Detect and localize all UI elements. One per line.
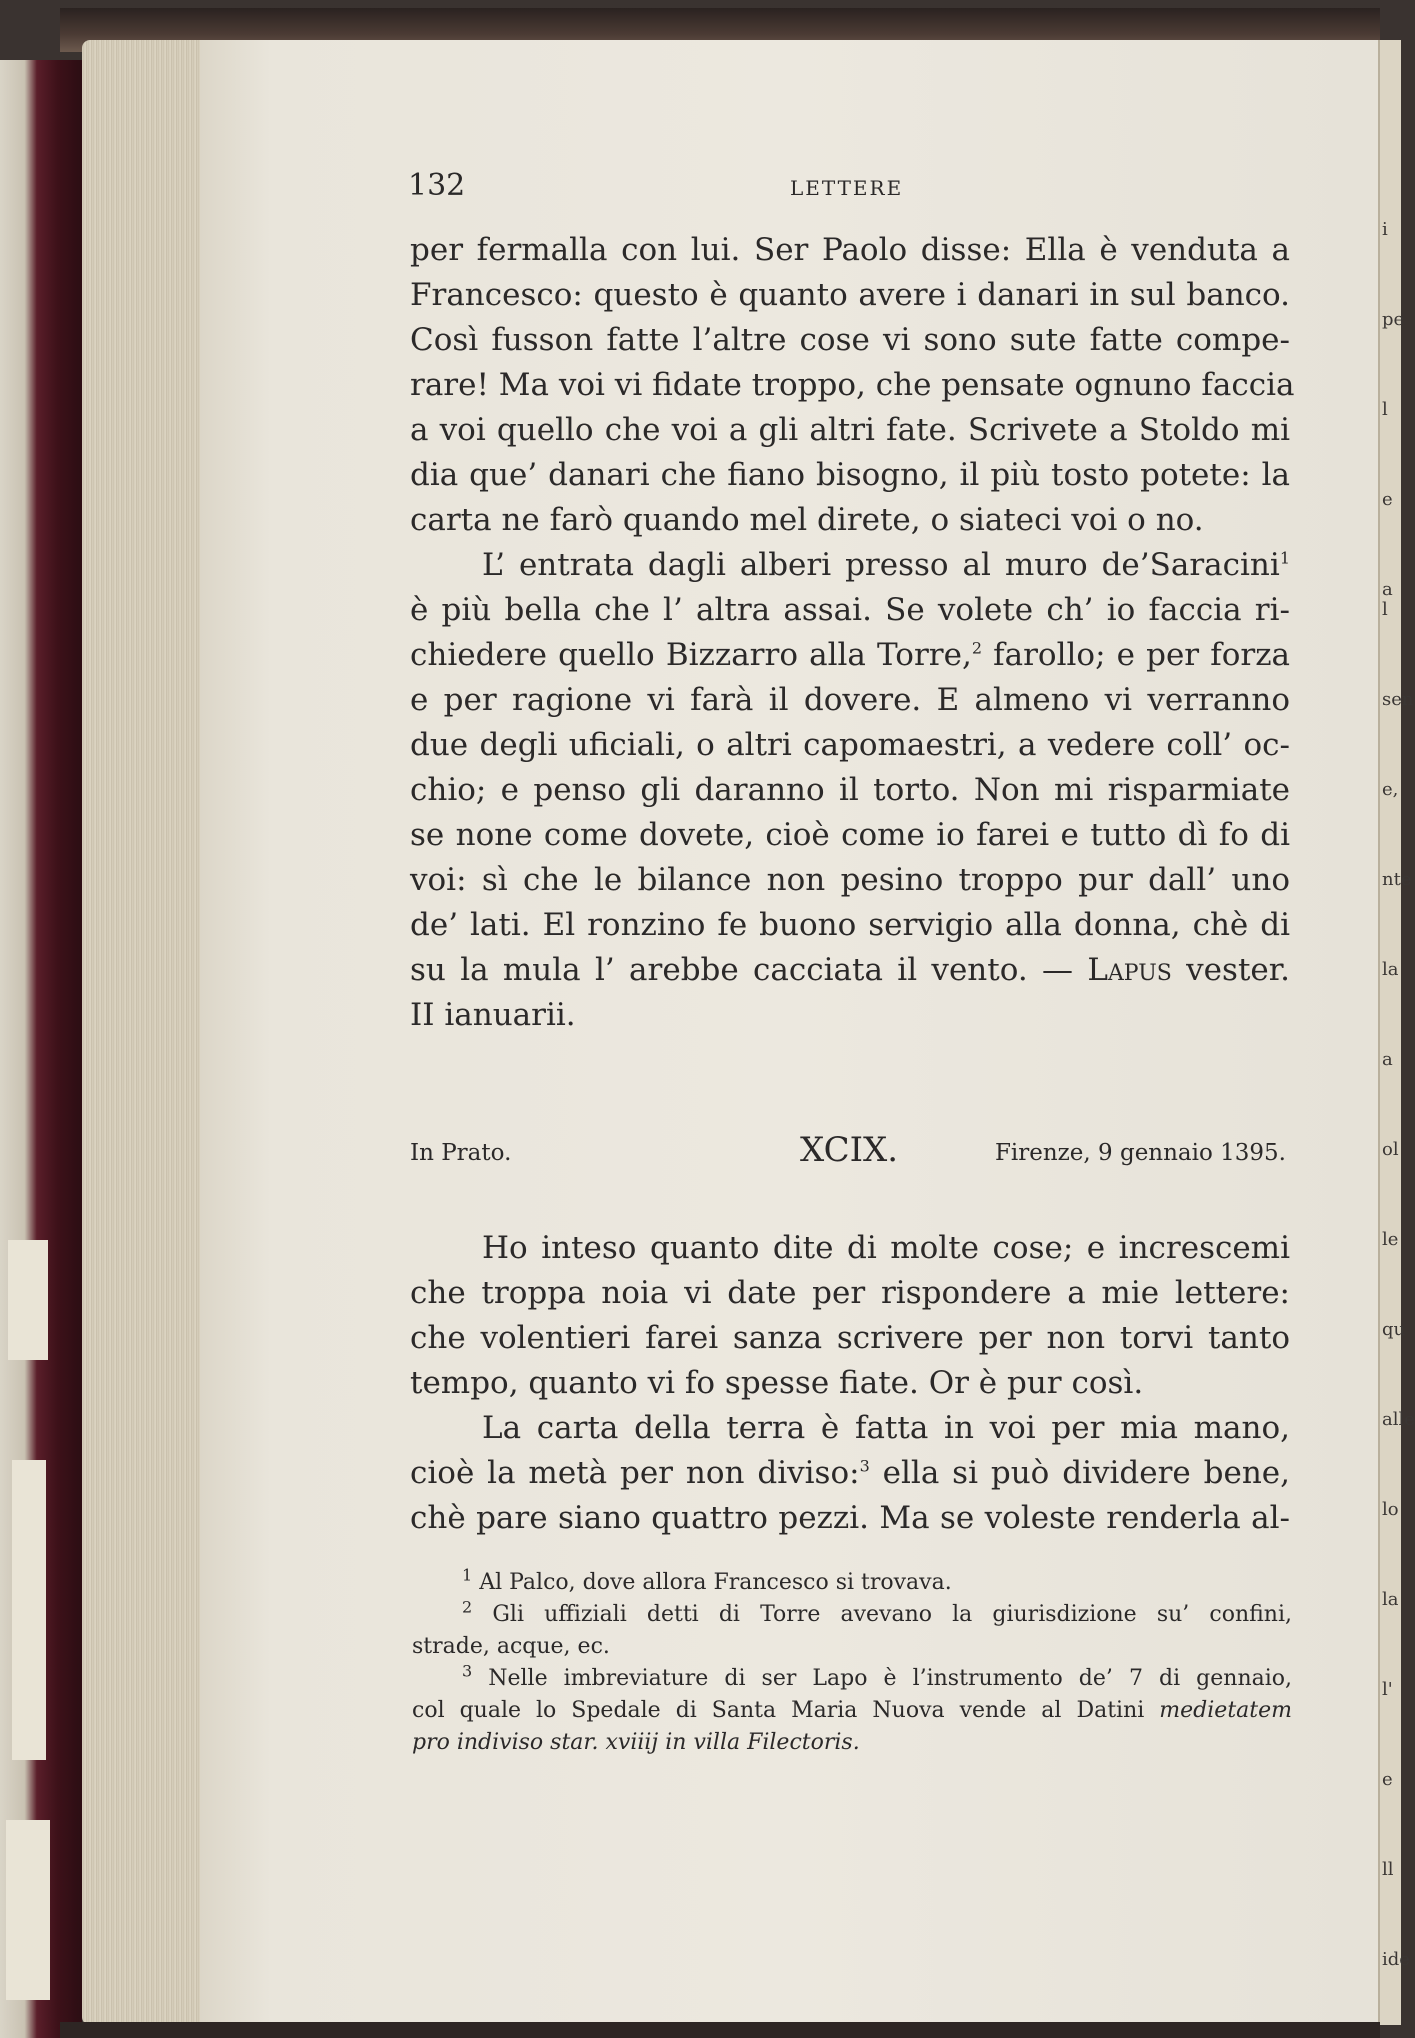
text-line: a voi quello che voi a gli altri fate. Scrivete a Stoldo mi [410,412,1290,448]
text-line: se none come dovete, cioè come io farei e tutto dì fo di [410,817,1290,853]
text-line: e per ragione vi farà il dovere. E almeno vi verranno [410,682,1290,718]
footnote-ref: 2 [971,638,982,658]
book-spine [0,60,82,2038]
text-line: Ho inteso quanto dite di molte cose; e increscemi [482,1230,1290,1266]
next-page-fragment: e, [1382,779,1399,800]
next-page-fragment: lo [1382,1499,1399,1520]
footnote [462,1597,1293,1627]
next-page-fragment: nte [1382,869,1412,890]
text-line: de’ lati. El ronzino fe buono servigio alla donna, chè di [410,907,1290,943]
footnote-italic: medietatem [1159,1698,1292,1723]
text-line: La carta della terra è fatta in voi per mia mano, [482,1410,1290,1446]
text-line: tempo, quanto vi fo spesse fiate. Or è pur così. [410,1365,1144,1401]
line-text: cioè la metà per non diviso: [410,1455,860,1491]
line-text: ella si può dividere bene, [882,1455,1290,1491]
text-line: è più bella che l’ altra assai. Se volete ch’ io faccia ri- [410,592,1290,628]
line-text: vester. [1186,952,1291,988]
line-text: chiedere quello Bizzarro alla Torre, [410,637,972,673]
next-page-fragment: i [1382,219,1388,240]
next-page-fragment: ol [1382,1139,1399,1160]
next-page-fragment: ide [1382,1949,1410,1970]
next-page-fragment: alle [1382,1409,1415,1430]
next-page-fragment: ll [1382,1859,1394,1880]
text-line: chio; e penso gli daranno il torto. Non mi risparmiate [410,772,1290,808]
next-page-fragment: le [1382,1229,1399,1250]
text-line [410,1455,1290,1491]
footnote [462,1661,1293,1691]
text-line [410,952,1290,988]
page-number: 132 [408,168,466,203]
text-line: due degli uficiali, o altri capomaestri, a vedere coll’ oc- [410,727,1290,763]
signature: Lapus [1087,952,1172,988]
footnote [462,1565,1292,1595]
next-page-fragment: l [1382,399,1388,420]
footnote-mark: 2 [462,1597,473,1617]
footnote-text: Gli uffiziali detti di Torre avevano la giurisdizione su’ confini, [492,1602,1293,1627]
letter-address: In Prato. [410,1140,512,1166]
footnote-continued: strade, acque, ec. [412,1634,610,1659]
next-page-fragment: a [1382,1049,1393,1070]
text-line: che volentieri farei sanza scrivere per non torvi tanto [410,1320,1290,1356]
next-page-fragment: e [1382,489,1393,510]
footnote-mark: 3 [462,1661,473,1681]
footnote-text: col quale lo Spedale di Santa Maria Nuova vende al Datini [412,1698,1145,1723]
letter-dateline: Firenze, 9 gennaio 1395. [994,1140,1286,1166]
text-line: che troppa noia vi date per rispondere a mie lettere: [410,1275,1290,1311]
line-text: L’ entrata dagli alberi presso al muro de’Saracini [482,547,1280,583]
footnote-text: Al Palco, dove allora Francesco si trovava. [479,1570,952,1595]
footnote-continued [412,1698,1292,1723]
line-text: farollo; e per forza [993,637,1291,673]
text-line [410,637,1290,673]
next-page-fragment: l' [1382,1679,1393,1700]
next-page-fragment: la [1382,959,1399,980]
book-cover-bottom [60,2022,1380,2038]
text-line: Francesco: questo è quanto avere i danari in sul banco. [410,277,1290,313]
text-line [482,547,1290,583]
text-line: dia que’ danari che fiano bisogno, il più tosto potete: la [410,457,1290,493]
next-page-fragment: a l [1382,579,1393,620]
text-line: rare! Ma voi vi fidate troppo, che pensate ognuno faccia [410,367,1295,403]
running-title: LETTERE [790,176,904,200]
text-line: Così fusson fatte l’altre cose vi sono sute fatte compe- [410,322,1290,358]
next-page-fragment: sen [1382,689,1414,710]
letter-numeral: XCIX. [800,1130,899,1170]
footnote-mark: 1 [462,1565,473,1585]
text-line: carta ne farò quando mel direte, o siateci voi o no. [410,502,1204,538]
next-page-edge [1378,40,1415,2025]
text-line: II ianuarii. [410,997,576,1033]
footnote-ref: 1 [1279,548,1290,568]
next-page-fragment: pe [1382,309,1405,330]
footnote-text: Nelle imbreviature di ser Lapo è l’instrumento de’ 7 di gennaio, [488,1666,1293,1691]
next-page-fragment: qu [1382,1319,1406,1340]
text-line: chè pare siano quattro pezzi. Ma se voleste renderla al- [410,1500,1290,1536]
page-edges [82,40,200,2025]
line-text: su la mula l’ arebbe cacciata il vento. — [410,952,1073,988]
next-page-fragment: la [1382,1589,1399,1610]
footnote-ref: 3 [859,1456,870,1476]
text-line: voi: sì che le bilance non pesino troppo pur dall’ uno [410,862,1290,898]
footnote-continued: pro indiviso star. xviiij in villa Filectoris. [412,1730,860,1755]
next-page-fragment: e [1382,1769,1393,1790]
text-line: per fermalla con lui. Ser Paolo disse: Ella è venduta a [410,232,1290,268]
